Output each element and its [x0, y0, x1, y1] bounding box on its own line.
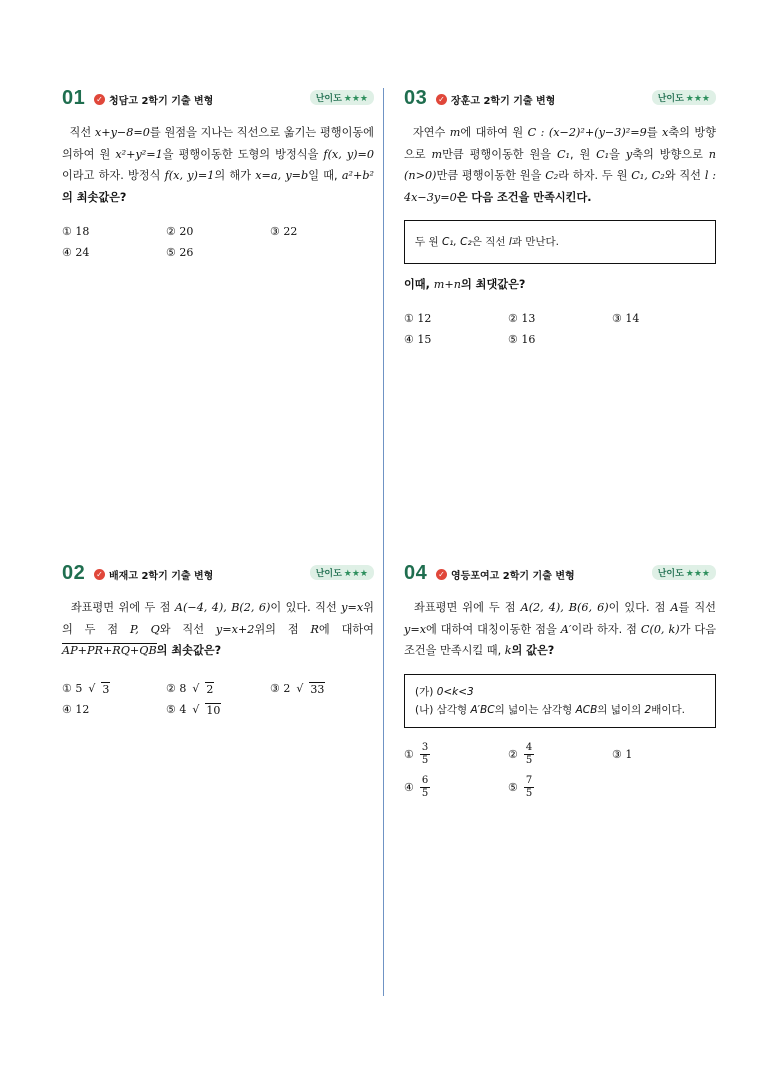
condition-text: 은 직선	[471, 236, 509, 248]
question-segment: 가 다음 조건을 만족시킬 때,	[404, 622, 716, 657]
problem-header	[62, 562, 374, 589]
math-expression: C₁	[596, 147, 610, 161]
choice-5[interactable]: ⑤ 16	[508, 333, 536, 346]
source-label: 영등포여고 2학기 기출 변형	[451, 571, 575, 582]
problem-source	[94, 92, 213, 107]
math-expression: f(x, y)=0	[323, 147, 375, 161]
problem-source	[436, 92, 555, 107]
question-segment: 를	[646, 126, 662, 139]
sqrt-symbol: √	[296, 682, 304, 695]
choice-2[interactable]: ② 20	[166, 224, 194, 238]
choice-label: ①	[404, 747, 414, 761]
choice-2[interactable]	[166, 680, 270, 698]
source-label: 청담고 2학기 기출 변형	[109, 96, 214, 107]
condition-text: (나) 삼각형	[415, 703, 471, 716]
question-followup	[404, 274, 716, 296]
condition-text: 과 만난다.	[511, 236, 560, 248]
choice-5[interactable]	[166, 701, 270, 719]
choice-3[interactable]	[270, 680, 374, 698]
math-expression: A	[670, 601, 679, 614]
math-expression: C₁, C₂	[631, 169, 665, 182]
choice-2[interactable]: ② 13	[508, 312, 536, 325]
question-segment: 와 직선	[664, 169, 705, 182]
choice-label: ③ 1	[612, 747, 633, 761]
question-segment: 만큼 평행이동한 원을	[436, 169, 546, 182]
choice-2[interactable]	[508, 742, 612, 767]
sqrt-symbol: √	[88, 682, 96, 695]
question-segment: 을 평행이동한 도형의 방정식을	[162, 147, 324, 161]
condition-text: 의 넓이의	[597, 703, 645, 716]
question-text	[62, 597, 374, 662]
sqrt-radicand: 3	[102, 682, 110, 696]
question-segment: 의 최댓값은?	[460, 278, 526, 291]
math-expression: y=x	[341, 601, 364, 614]
math-expression: ACB	[575, 703, 598, 716]
problem-number: 01	[62, 87, 86, 109]
check-icon: ✓	[94, 569, 105, 580]
problem-03	[404, 87, 716, 349]
math-expression: C(0, k)	[640, 622, 680, 636]
choice-4[interactable]	[62, 701, 166, 719]
question-segment: 위의 두 점	[62, 601, 374, 636]
condition-box	[404, 220, 716, 264]
choice-4[interactable]: ④ 24	[62, 245, 90, 259]
star-icon: ★★★	[343, 569, 368, 579]
math-expression: 2	[644, 703, 652, 716]
question-segment: 에 대하여 대칭이동한 점을	[426, 622, 561, 636]
choice-1[interactable]	[62, 680, 166, 698]
problem-number: 03	[404, 87, 428, 109]
question-segment: 이 있다. 점	[608, 601, 671, 614]
choice-4[interactable]: ④ 15	[404, 333, 432, 346]
problem-header	[404, 562, 716, 589]
choice-label: ⑤	[508, 780, 518, 794]
denominator: 5	[421, 787, 429, 799]
question-segment: 이 있다. 직선	[270, 601, 342, 614]
choice-5[interactable]	[508, 775, 612, 800]
numerator: 7	[525, 774, 533, 786]
fraction	[524, 775, 534, 800]
choice-1[interactable]: ① 12	[404, 312, 432, 325]
math-expression: l	[508, 236, 512, 248]
math-expression: x	[662, 126, 669, 139]
question-segment: 와 직선	[159, 622, 216, 636]
question-segment: 의 최솟값은?	[156, 644, 222, 657]
problem-01	[62, 87, 375, 261]
math-expression: C : (x−2)²+(y−3)²=9	[527, 126, 647, 139]
question-segment: 이때,	[404, 278, 434, 291]
math-expression: C₁, C₂	[441, 236, 472, 248]
math-expression: x²+y²=1	[115, 147, 163, 161]
question-text	[404, 597, 716, 662]
question-segment: 좌표평면 위에 두 점	[414, 601, 521, 614]
answer-choices	[62, 222, 374, 261]
problem-number: 04	[404, 562, 428, 584]
difficulty-label: 난이도	[315, 569, 342, 579]
question-segment: 이라고 하자. 방정식	[62, 169, 165, 182]
difficulty-label: 난이도	[657, 569, 684, 579]
math-expression: C₂	[545, 169, 559, 182]
star-icon: ★★★	[685, 94, 710, 104]
star-icon: ★★★	[685, 569, 710, 579]
difficulty-badge	[652, 90, 716, 105]
numerator: 4	[525, 741, 533, 753]
condition-text: 의 넓이는 삼각형	[494, 703, 576, 716]
question-text	[62, 122, 374, 208]
question-segment: 축의 방향으로	[632, 147, 709, 161]
problem-number: 02	[62, 562, 86, 584]
math-expression: A′	[560, 622, 572, 636]
math-expression: y	[625, 147, 633, 161]
math-expression: A(−4, 4), B(2, 6)	[174, 601, 271, 614]
fraction	[420, 775, 430, 800]
math-expression: R	[310, 622, 319, 636]
math-expression: l : 4x−3y=0	[404, 169, 716, 204]
question-segment: 은 다음 조건을 만족시킨다.	[456, 190, 592, 204]
question-segment: 만큼 평행이동한 원을	[442, 147, 557, 161]
condition-box	[404, 674, 716, 728]
question-segment: 의 최솟값은?	[62, 190, 127, 204]
condition-b	[415, 701, 705, 719]
math-expression: A′BC	[470, 703, 495, 716]
source-label: 장훈고 2학기 기출 변형	[451, 96, 556, 107]
denominator: 5	[421, 754, 429, 766]
problem-04	[404, 562, 716, 800]
answer-choices	[404, 310, 716, 349]
question-text	[404, 122, 716, 208]
sqrt-radicand: 2	[206, 682, 214, 696]
question-segment: 라 하자. 두 원	[558, 169, 632, 182]
choice-1[interactable]	[404, 742, 508, 767]
choice-label: ④	[404, 780, 414, 794]
question-segment: 를 직선	[678, 601, 716, 614]
problem-source	[436, 567, 575, 582]
difficulty-badge	[652, 565, 716, 580]
star-icon: ★★★	[343, 94, 368, 104]
source-label: 배재고 2학기 기출 변형	[109, 571, 214, 582]
question-segment: , 원	[570, 147, 597, 161]
denominator: 5	[525, 787, 533, 799]
condition-text: 두 원	[415, 236, 442, 248]
math-expression: y=x+2	[215, 622, 255, 636]
check-icon: ✓	[436, 569, 447, 580]
choice-label: ② 8	[166, 682, 187, 695]
math-expression: n (n>0)	[404, 147, 716, 182]
math-expression: a²+b²	[341, 169, 375, 182]
sqrt-symbol: √	[192, 682, 200, 695]
math-expression: m	[449, 126, 461, 139]
sqrt-radicand: 33	[310, 682, 325, 696]
difficulty-label: 난이도	[657, 94, 684, 104]
choice-4[interactable]	[404, 775, 508, 800]
choice-3[interactable]: ③ 22	[270, 224, 298, 238]
problem-header	[404, 87, 716, 114]
question-segment: 의 해가	[214, 169, 256, 182]
math-expression: x+y−8=0	[94, 126, 150, 139]
choice-label: ③ 2	[270, 682, 291, 695]
fraction	[524, 742, 534, 767]
choice-label: ⑤ 4	[166, 703, 187, 716]
question-segment: 위의 점	[254, 622, 311, 636]
choice-label: ④ 12	[62, 703, 90, 716]
difficulty-badge	[310, 565, 374, 580]
math-expression: x=a, y=b	[255, 169, 309, 182]
question-segment: 을	[609, 147, 626, 161]
numerator: 3	[421, 741, 429, 753]
question-segment: 의 값은?	[511, 644, 555, 657]
question-segment: 에 대하여 원	[460, 126, 528, 139]
math-expression: C₁	[556, 147, 571, 161]
check-icon: ✓	[94, 94, 105, 105]
math-expression: k	[504, 644, 512, 657]
difficulty-label: 난이도	[315, 94, 342, 104]
question-segment: 를 원점을 지나는 직선으로 옮기는 평행이동에 의하여 원	[62, 126, 374, 161]
question-segment: 에 대하여	[318, 622, 374, 636]
choice-3[interactable]	[612, 742, 716, 767]
question-segment: 좌표평면 위에 두 점	[70, 601, 175, 614]
answer-choices	[404, 742, 716, 800]
question-segment: 직선	[69, 126, 95, 139]
choice-label: ②	[508, 747, 518, 761]
choice-3[interactable]: ③ 14	[612, 312, 640, 325]
choice-1[interactable]: ① 18	[62, 224, 90, 238]
question-segment: 이라 하자. 점	[571, 622, 641, 636]
math-expression: P, Q	[129, 622, 160, 636]
condition-text: (가)	[415, 685, 437, 698]
difficulty-badge	[310, 90, 374, 105]
condition-text: 배이다.	[651, 703, 686, 716]
sqrt-symbol: √	[192, 703, 200, 716]
math-expression: m+n	[433, 278, 461, 291]
math-expression: y=x	[404, 622, 427, 636]
problem-02	[62, 562, 374, 719]
math-expression: 0<k<3	[436, 685, 474, 698]
fraction	[420, 742, 430, 767]
math-expression: AP+PR+RQ+QB	[62, 644, 157, 657]
choice-label: ① 5	[62, 682, 83, 695]
answer-choices	[62, 680, 374, 719]
sqrt-radicand: 10	[206, 703, 221, 717]
question-segment: 축의 방향으로	[404, 126, 716, 161]
choice-5[interactable]: ⑤ 26	[166, 245, 194, 259]
question-segment: 일 때,	[308, 169, 342, 182]
condition-a	[415, 683, 705, 701]
math-expression: f(x, y)=1	[164, 169, 215, 182]
math-expression: m	[431, 147, 443, 161]
problem-header	[62, 87, 374, 114]
numerator: 6	[421, 774, 429, 786]
problem-source	[94, 567, 213, 582]
question-segment: 자연수	[412, 126, 450, 139]
denominator: 5	[525, 754, 533, 766]
math-expression: A(2, 4), B(6, 6)	[520, 601, 609, 614]
column-divider	[383, 88, 384, 996]
check-icon: ✓	[436, 94, 447, 105]
